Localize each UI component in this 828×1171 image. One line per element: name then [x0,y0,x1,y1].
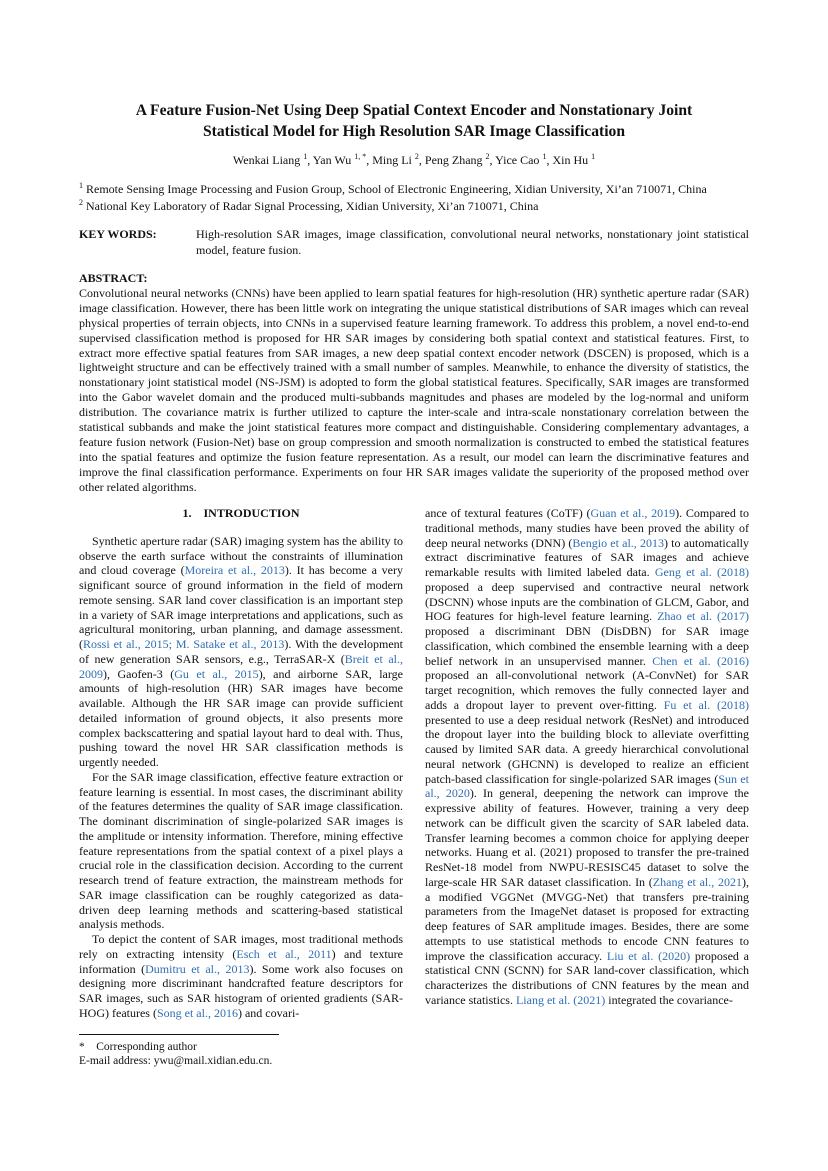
author-affiliation-mark: 2 [485,152,490,161]
title-line: Statistical Model for High Resolution SAR Image Classification [202,123,626,140]
citation-link[interactable]: Zhao et al. (2017) [657,609,749,624]
right-column [425,506,749,1008]
body-paragraph: Synthetic aperture radar (SAR) imaging system has the ability to observe the earth surface without the constraints of illumination and cloud coverage (Moreira et al., 2013). It has become a very significant source of ground information in the field of modern remote sensing. SAR land cover classification is an important step in a variety of SAR image interpretations and applications, such as agricultural monitoring, urban planning, and damage assessment. (Rossi et al., 2015; M. Satake et al., 2013). With the development of new generation SAR sensors, e.g., TerraSAR-X (Breit et al., 2009), Gaofen-3 (Gu et al., 2015), and airborne SAR, large amounts of high-resolution (HR) SAR images have become available. Although the HR SAR image can provide sufficient detailed information of ground objects, it also presents more complex backscattering and spatial layout hard to deal with. Thus, pushing toward the novel HR SAR classification methods is urgently needed. [79,533,403,769]
citation-link[interactable]: Chen et al. (2016) [652,653,749,668]
citation-link[interactable]: Zhang et al., 2021 [652,874,742,889]
abstract-block [79,271,749,495]
citation-link[interactable]: Liang et al. (2021) [515,992,606,1007]
author-name: Ming Li $^2$ [372,152,419,167]
author-affiliation-mark: 1 [591,152,596,161]
keywords-label: KEY WORDS: [79,227,157,241]
citation-link[interactable]: Song et al., 2016 [156,1005,238,1020]
footnote-email: E-mail address: ywu@mail.xidian.edu.cn. [79,1055,273,1067]
footnote-corresponding: * Corresponding author [79,1041,197,1053]
abstract-label: ABSTRACT: [79,271,148,285]
author-affiliation-mark: 1, * [354,152,367,161]
body-paragraph: To depict the content of SAR images, most traditional methods rely on extracting intensity (Esch et al., 2011) and texture information (Dumitru et al., 2013). Some work also focuses on designing more discriminant handcrafted feature descriptors for SAR images, such as SAR histogram of oriented gradients (SAR-HOG) features (Song et al., 2016) and covari- [79,932,404,1020]
section-heading: 1. INTRODUCTION [182,506,300,520]
affiliations [79,181,759,215]
affiliation-line: $^1$ Remote Sensing Image Processing and Fusion Group, School of Electronic Engineering, Xidian University, Xi’an 710071, China [79,181,707,196]
affiliation-mark: 2 [79,198,83,207]
citation-link[interactable]: Breit et al., 2009 [79,651,403,681]
left-column [79,506,403,1021]
author-name: Yice Cao $^1$ [495,152,547,167]
citation-link[interactable]: Fu et al. (2018) [663,697,749,712]
citation-link[interactable]: Rossi et al., 2015; M. Satake et al., 2013 [83,637,285,651]
author-affiliation-mark: 1 [542,152,547,161]
citation-link[interactable]: Dumitru et al., 2013 [145,961,250,976]
citation-link[interactable]: Liu et al. (2020) [606,948,691,963]
body-paragraph: ance of textural features (CoTF) (Guan et al., 2019). Compared to traditional methods, many studies have been proved the ability of deep neural networks (DNN) (Bengio et al., 2013) to automatically extract discriminative features of SAR images and achieve remarkable results with limited labeled data. Geng et al. (2018) proposed a deep supervised and contractive neural network (DSCNN) whose inputs are the combination of GLCM, Gabor, and HOG features for high-level feature learning. Zhao et al. (2017) proposed a discriminant DBN (DisDBN) for SAR image classification, which combined the ensemble learning with a deep belief network in an unsupervised manner. Chen et al. (2016) proposed an all-convolutional network (A-ConvNet) for SAR target recognition, which removes the fully connected layer and adds a dropout layer to prevent over-fitting. Fu et al. (2018) presented to use a deep residual network (ResNet) and introduced the dropout layer into the building block to alleviate overfitting caused by limited SAR data. A greedy hierarchical convolutional neural network (GHCNN) is developed to realize an efficient patch-based classification for single-polarized SAR images (Sun et al., 2020). In general, deepening the network can improve the expressive ability of features. However, training a very deep network can be difficult given the scarcity of SAR labeled data. Transfer learning becomes a common choice for applying deeper networks. Huang et al. (2021) proposed to transfer the pre-trained ResNet-18 model from NWPU-RESISC45 dataset to solve the large-scale HR SAR dataset classification. In (Zhang et al., 2021), a modified VGGNet (MVGG-Net) that transfers pre-training parameters from the ImageNet dataset is proposed for extracting deep features of SAR amplitude images. Besides, there are some attempts to use statistical methods to encode CNN features to improve the classification accuracy. Liu et al. (2020) proposed a statistical CNN (SCNN) for SAR land-cover classification, which characterizes the distributions of CNN features by the mean and variance statistics. Liang et al. (2021) integrated the covariance- [425,506,750,1007]
author-affiliation-mark: 2 [414,152,419,161]
keywords-text: High-resolution SAR images, image classification, convolutional neural networks, nonstationary joint statistical model, feature fusion. [196,227,749,257]
abstract-text: Convolutional neural networks (CNNs) have been applied to learn spatial features for high-resolution (HR) synthetic aperture radar (SAR) image classification. However, there has been little work on integrating the unique statistical distributions of SAR images which can reveal physical properties of terrain objects, into CNNs in a supervised feature learning framework. To address this problem, a novel end-to-end supervised classification method is proposed for HR SAR images by considering both spatial context and statistical features. First, to extract more effective spatial features from SAR images, a new deep spatial context encoder network (DSCEN) is proposed, which is a lightweight structure and can be effectively trained with a small number of samples. Meanwhile, to enhance the diversity of statistics, the nonstationary joint statistical model (NS-JSM) is adopted to form the global statistical features. Specifically, SAR images are transformed into the Gabor wavelet domain and the produced multi-subbands magnitudes and phases are modeled by the log-normal and uniform distribution. The covariance matrix is further utilized to capture the inter-scale and intra-scale nonstationary correlation between the statistical subbands and make the joint statistical features more compact and distinguishable. Considering complementary advantages, a feature fusion network (Fusion-Net) base on group compression and smooth normalization is constructed to embed the statistical features into the spatial features and optimize the fusion feature representation. As a result, our model can learn the discriminative features and improve the final classification performance. Experiments on four HR SAR images validate the superiority of the proposed method over other related algorithms. [79,285,749,494]
citation-link[interactable]: Moreira et al., 2013 [184,563,285,578]
keywords-block [79,226,749,258]
author-list: Wenkai Liang $^1$, Yan Wu $^{1, *}$, Ming Li $^2$, Peng Zhang $^2$, Yice Cao $^1$, Xin Hu $^1$ [232,152,596,167]
citation-link[interactable]: Gu et al., 2015 [174,666,259,681]
affiliation-line: $^2$ National Key Laboratory of Radar Signal Processing, Xidian University, Xi’an 710071, China [79,198,539,213]
citation-link[interactable]: Sun et al., 2020 [425,771,749,801]
body-paragraph: For the SAR image classification, effective feature extraction or feature learning is essential. In most cases, the discriminant ability of the features determines the quality of SAR image classification. The dominant discrimination of single-polarized SAR images is the amplitude or intensity information. Therefore, mining effective feature representations from the spatial context of a pixel plays a crucial role in the classification decision. According to the current research trend of feature extraction, the mainstream methods for SAR image classification can be roughly categorized as data-driven deep learning methods and scattering-based statistical analysis methods. [79,769,403,932]
author-name: Yan Wu $^{1, *}$ [312,152,367,167]
footnote [79,1040,409,1068]
footnote-rule [79,1034,279,1035]
author-affiliation-mark: 1 [303,152,308,161]
author-name: Peng Zhang $^2$ [424,152,490,167]
title-line: A Feature Fusion-Net Using Deep Spatial Context Encoder and Nonstationary Joint [135,102,693,119]
citation-link[interactable]: Bengio et al., 2013 [572,535,664,550]
citation-link[interactable]: Esch et al., 2011 [236,946,332,961]
author-name: Wenkai Liang $^1$ [232,152,308,167]
citation-link[interactable]: Geng et al. (2018) [654,565,749,579]
affiliation-mark: 1 [79,181,83,190]
author-name: Xin Hu $^1$ [552,152,596,167]
citation-link[interactable]: Guan et al., 2019 [590,506,676,520]
paper-title [79,100,749,142]
